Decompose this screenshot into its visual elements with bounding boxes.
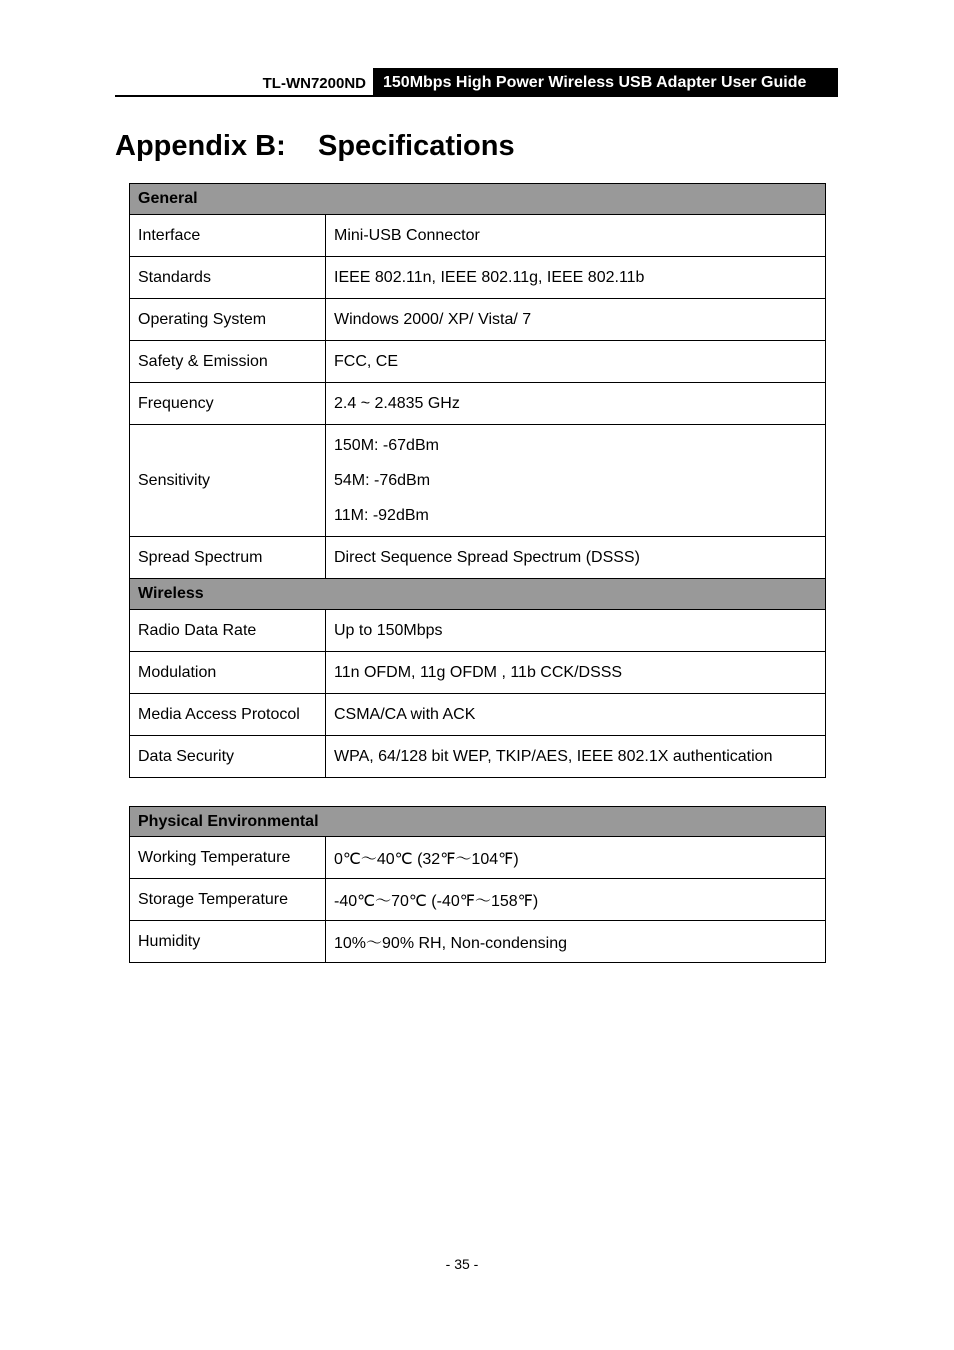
spec-value: Direct Sequence Spread Spectrum (DSSS): [326, 537, 826, 579]
table-row: [130, 383, 826, 425]
header-model: TL-WN7200ND: [262, 75, 366, 92]
sensitivity-value: 54M: -76dBm: [334, 472, 431, 489]
header-guide-title: 150Mbps High Power Wireless USB Adapter User Guide: [373, 68, 838, 97]
spec-label: Frequency: [130, 383, 326, 425]
spec-label: Interface: [130, 215, 326, 257]
spec-value: CSMA/CA with ACK: [326, 694, 826, 736]
spec-label: Operating System: [130, 299, 326, 341]
spec-label: Spread Spectrum: [130, 537, 326, 579]
table-row: [130, 610, 826, 652]
spec-label: Radio Data Rate: [130, 610, 326, 652]
table-row: [130, 257, 826, 299]
spec-value: 0℃～40℃ (32℉～104℉): [326, 837, 826, 879]
table-row: [130, 921, 826, 963]
spec-value: WPA, 64/128 bit WEP, TKIP/AES, IEEE 802.1X authentication: [326, 736, 826, 778]
table-row: [130, 537, 826, 579]
spec-value: Mini-USB Connector: [326, 215, 826, 257]
page-header: [115, 68, 838, 97]
spec-label: Humidity: [130, 921, 326, 963]
spec-label: Modulation: [130, 652, 326, 694]
spec-value: FCC, CE: [326, 341, 826, 383]
table-section-header: [130, 807, 826, 837]
table-row: [130, 299, 826, 341]
table-row: [130, 652, 826, 694]
table-row: [130, 736, 826, 778]
specifications-table-general-wireless: [129, 183, 826, 778]
spec-value: 11n OFDM, 11g OFDM , 11b CCK/DSSS: [326, 652, 826, 694]
table-section-header: [130, 579, 826, 610]
spec-label: Storage Temperature: [130, 879, 326, 921]
table-section-header: [130, 184, 826, 215]
spec-value: Up to 150Mbps: [326, 610, 826, 652]
table-row: [130, 215, 826, 257]
sensitivity-value: 150M: -67dBm: [334, 437, 439, 454]
section-wireless-heading: Wireless: [130, 579, 826, 610]
spec-value: 2.4 ~ 2.4835 GHz: [326, 383, 826, 425]
table-row: [130, 694, 826, 736]
spec-value: Windows 2000/ XP/ Vista/ 7: [326, 299, 826, 341]
page-number: - 35 -: [445, 1256, 479, 1272]
spec-label: Data Security: [130, 736, 326, 778]
sensitivity-value: 11M: -92dBm: [334, 507, 429, 524]
spec-label: Safety & Emission: [130, 341, 326, 383]
spec-value-multiline: [326, 425, 826, 537]
spec-label: Sensitivity: [130, 425, 326, 537]
table-row-sensitivity: [130, 425, 826, 537]
section-general-heading: General: [130, 184, 826, 215]
spec-value: 10%～90% RH, Non-condensing: [326, 921, 826, 963]
table-row: [130, 837, 826, 879]
page-title: Appendix B: Specifications: [115, 130, 515, 162]
specifications-table-physical-environmental: [129, 806, 826, 963]
spec-value: -40℃～70℃ (-40℉～158℉): [326, 879, 826, 921]
spec-value: IEEE 802.11n, IEEE 802.11g, IEEE 802.11b: [326, 257, 826, 299]
table-row: [130, 341, 826, 383]
spec-label: Standards: [130, 257, 326, 299]
spec-label: Media Access Protocol: [130, 694, 326, 736]
section-physical-heading: Physical Environmental: [130, 807, 826, 837]
spec-label: Working Temperature: [130, 837, 326, 879]
table-row: [130, 879, 826, 921]
